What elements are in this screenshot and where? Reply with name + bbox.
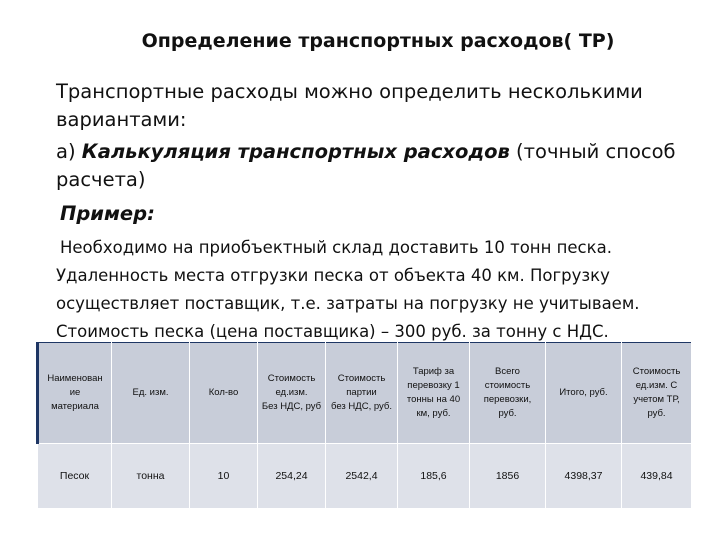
cell-unit-cost: 254,24	[258, 444, 326, 509]
header-unit: Ед. изм.	[112, 343, 190, 444]
option-a-emphasis: Калькуляция транспортных расходов	[81, 140, 510, 163]
cell-unit: тонна	[112, 444, 190, 509]
option-a-text	[56, 138, 696, 194]
header-material: Наименован ие материала	[38, 343, 112, 444]
header-batch-cost: Стоимость партии без НДС, руб.	[326, 343, 398, 444]
example-line-1: Необходимо на приобъектный склад доставить 10 тонн песка.	[60, 238, 612, 257]
table-row	[38, 444, 692, 509]
example-line-4: Стоимость песка (цена поставщика) – 300 руб. за тонну с НДС.	[56, 322, 609, 341]
cost-table	[36, 342, 692, 509]
header-quantity: Кол-во	[190, 343, 258, 444]
cell-grand-total: 4398,37	[546, 444, 622, 509]
cell-batch-cost: 2542,4	[326, 444, 398, 509]
cell-unit-cost-with-tr: 439,84	[622, 444, 692, 509]
example-body	[56, 234, 706, 346]
cell-material: Песок	[38, 444, 112, 509]
cell-quantity: 10	[190, 444, 258, 509]
header-unit-cost-with-tr: Стоимость ед.изм. С учетом ТР, руб.	[622, 343, 692, 444]
header-tariff: Тариф за перевозку 1 тонны на 40 км, руб.	[398, 343, 470, 444]
table-header-row	[38, 343, 692, 444]
option-a-suffix: (точный способ расчета)	[56, 140, 676, 191]
example-line-2: Удаленность места отгрузки песка от объекта 40 км. Погрузку	[56, 266, 610, 285]
header-unit-cost: Стоимость ед.изм. Без НДС, руб	[258, 343, 326, 444]
cell-total-transport: 1856	[470, 444, 546, 509]
intro-text: Транспортные расходы можно определить несколькими вариантами:	[56, 80, 643, 131]
slide-title: Определение транспортных расходов( ТР)	[141, 30, 615, 52]
example-label: Пример:	[60, 202, 155, 225]
option-a-prefix: а)	[56, 140, 82, 163]
cell-tariff: 185,6	[398, 444, 470, 509]
header-grand-total: Итого, руб.	[546, 343, 622, 444]
example-line-3: осуществляет поставщик, т.е. затраты на погрузку не учитываем.	[56, 294, 640, 313]
header-total-transport: Всего стоимость перевозки, руб.	[470, 343, 546, 444]
